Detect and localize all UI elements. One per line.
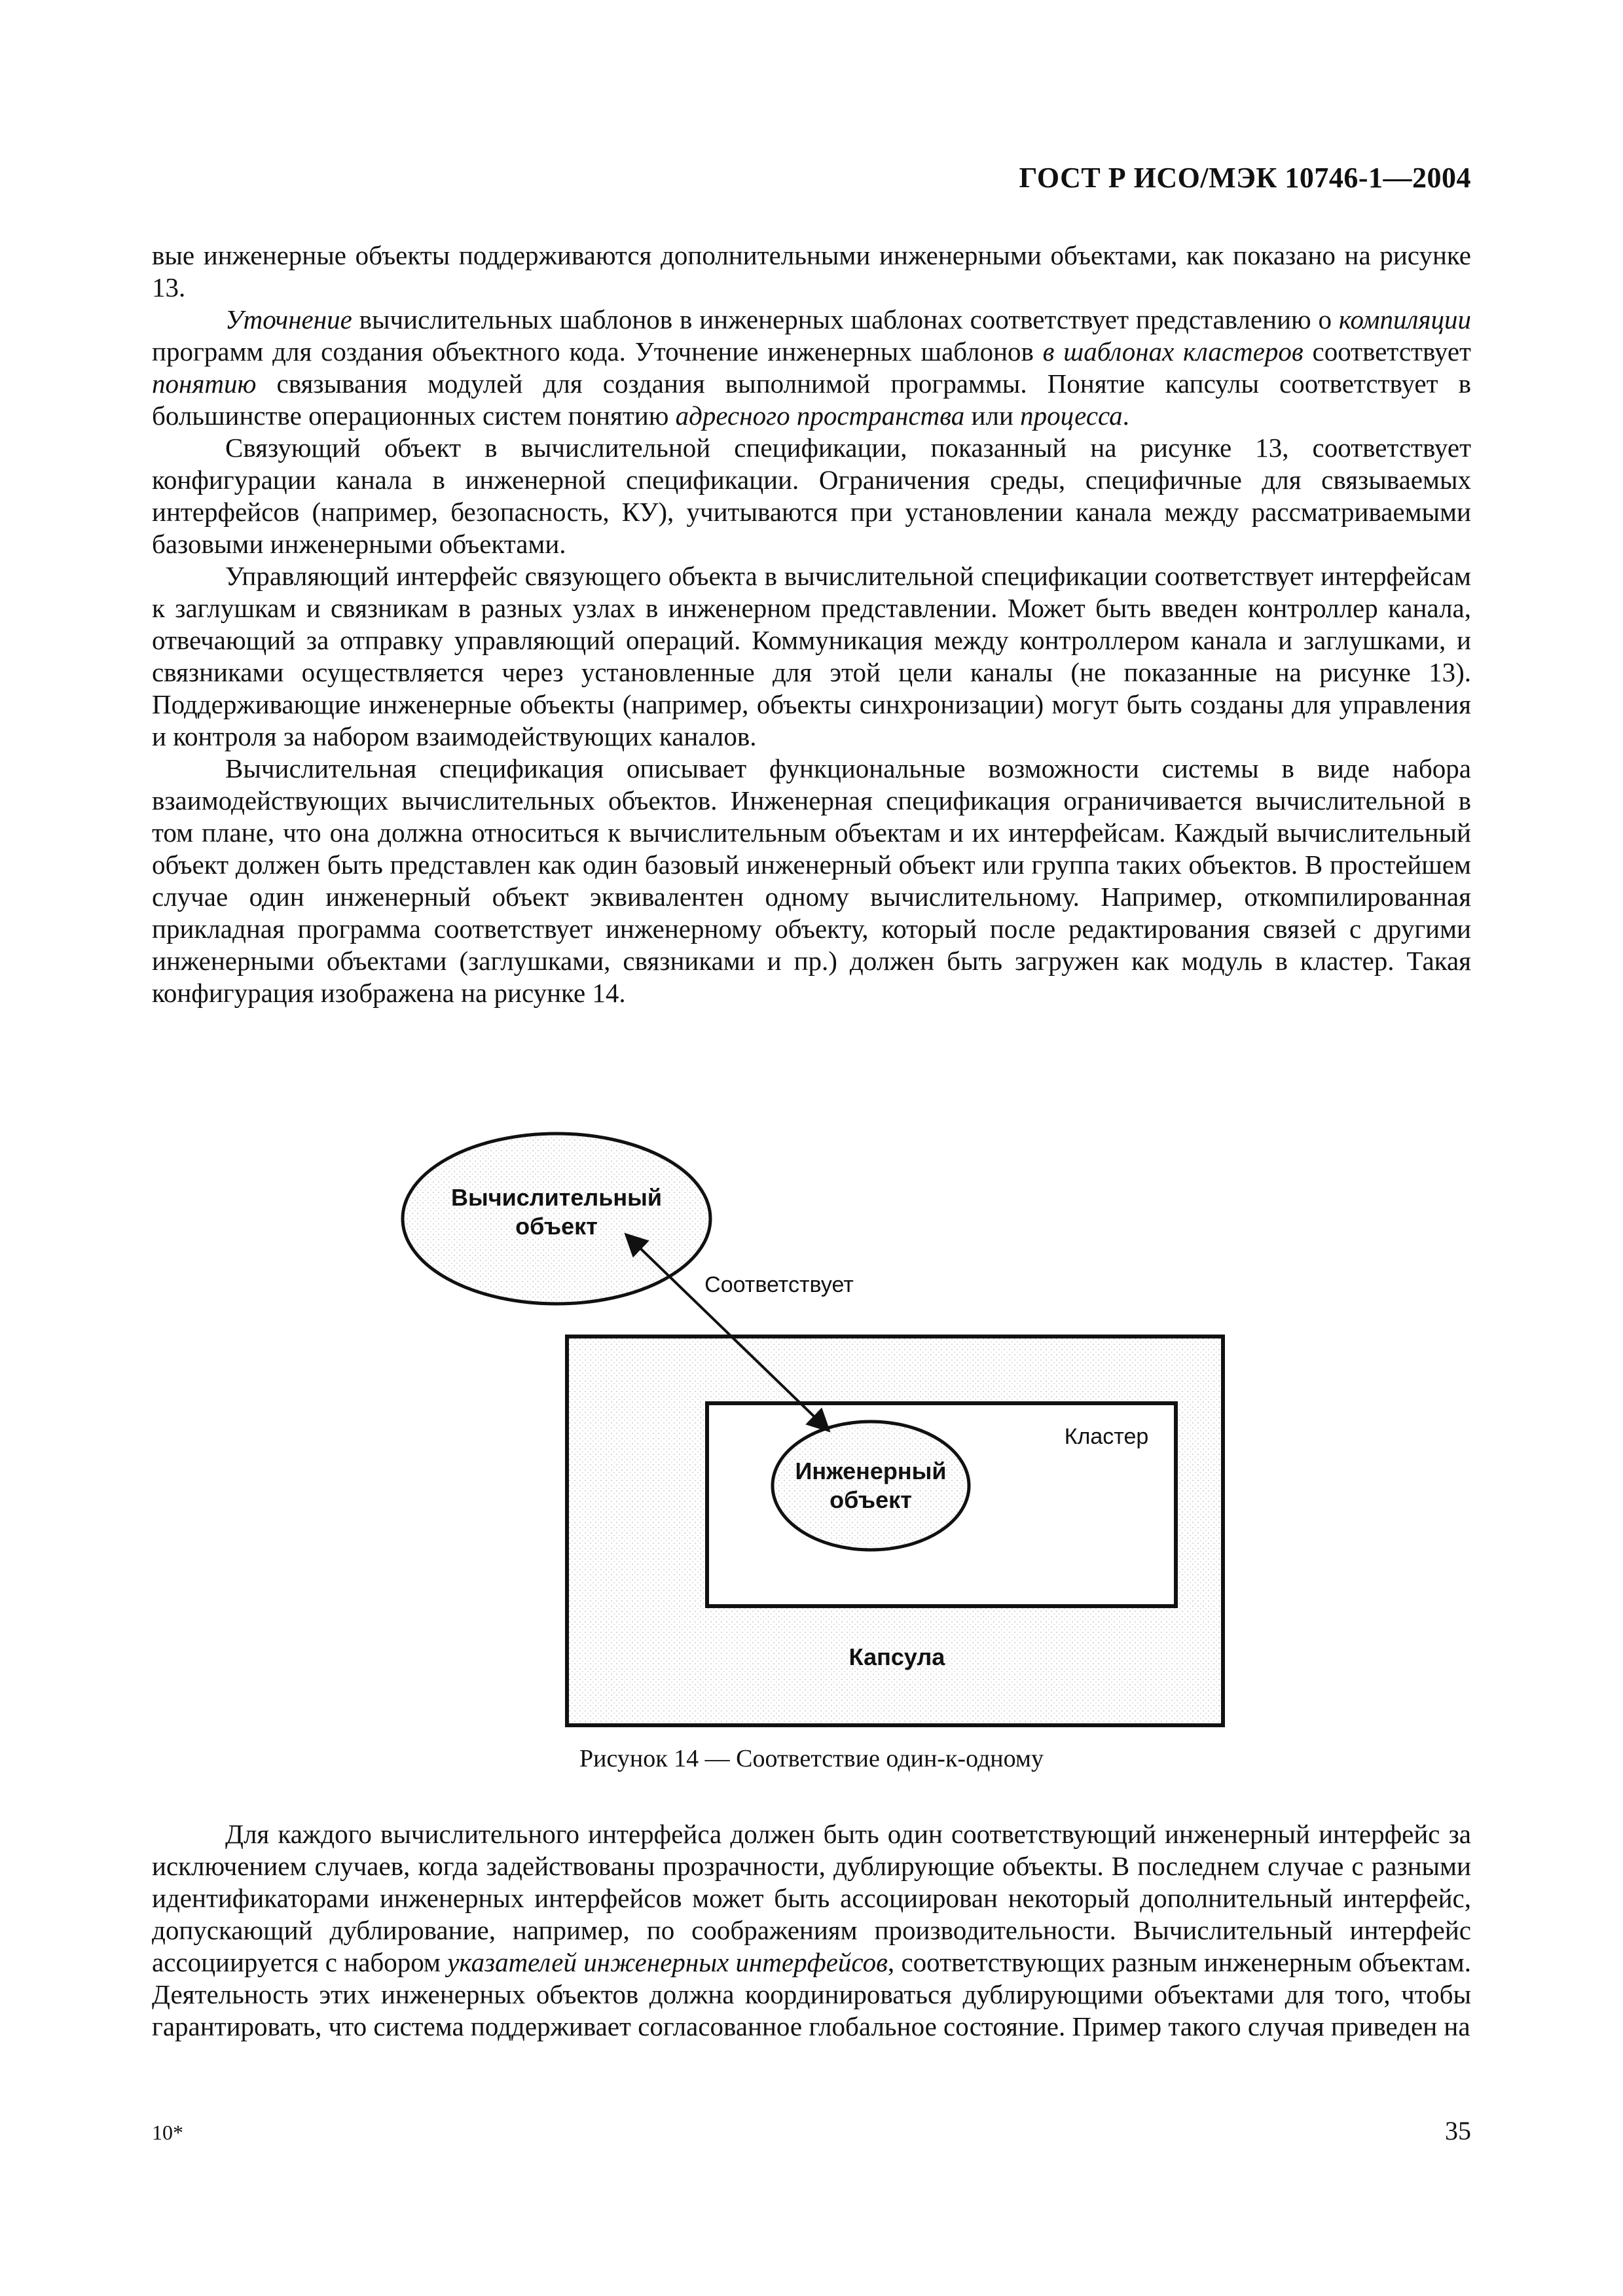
computational-object-label-line2: объект [515, 1213, 598, 1240]
engineering-object-label-line2: объект [830, 1486, 912, 1513]
text-run: . [1122, 401, 1129, 431]
italic-term: указателей инженерных интерфейсов [447, 1947, 888, 1977]
italic-term: адресного пространства [675, 401, 965, 431]
engineering-object-label [773, 1457, 969, 1515]
text-run: соответствует [1303, 336, 1471, 367]
computational-object-label [426, 1183, 687, 1241]
figure-14-diagram [380, 1113, 1244, 1741]
paragraph-5: Вычислительная спецификация описывает функциональные возможности системы в виде набора взаимодействующих вычислительных объектов. Инженерная спецификация ограничивается вычислительной в том плане, что она должна относиться к вычислительным объектам и их интерфейсам. Каждый вычислительный объект должен быть представлен как один базовый инженерный объект или группа таких объектов. В простейшем случае один инженерный объект эквивалентен одному вычислительному. Например, откомпилированная прикладная программа соответствует инженерному объекту, который после редактирования связей с другими инженерными объектами (заглушками, связниками и пр.) должен быть загружен как модуль в кластер. Такая конфигурация изображена на рисунке 14. [152, 753, 1471, 1008]
figure-caption: Рисунок 14 — Соответствие один-к-одному [579, 1745, 1044, 1772]
text-run: или [964, 401, 1021, 431]
italic-term: компиляции [1338, 304, 1471, 334]
paragraph-4: Управляющий интерфейс связующего объекта в вычислительной спецификации соответствует интерфейсам к заглушкам и связникам в разных узлах в инженерном представлении. Может быть введен контроллер канала, отвечающий за отправку управляющий операций. Коммуникация между контроллером канала и заглушками, и связниками осуществляется через установленные для этой цели каналы (не показанные на рисунке 13). Поддерживающие инженерные объекты (например, объекты синхронизации) могут быть созданы для управления и контроля за набором взаимодействующих каналов. [152, 561, 1471, 751]
paragraph-1: вые инженерные объекты поддерживаются дополнительными инженерными объектами, как показано на рисунке 13. [152, 240, 1471, 302]
corresponds-label: Соответствует [704, 1272, 854, 1297]
italic-term: понятию [152, 368, 257, 399]
text-run: связывания модулей для создания выполнимой программы. Понятие капсулы соответствует в большинстве операционных систем понятию [152, 368, 1471, 431]
body-text-top [152, 240, 1471, 1009]
paragraph-6 [152, 1818, 1471, 2043]
capsule-label: Капсула [848, 1643, 945, 1670]
document-header-title: ГОСТ Р ИСО/МЭК 10746-1—2004 [1019, 162, 1471, 194]
cluster-label: Кластер [1064, 1424, 1149, 1449]
page-number: 35 [1445, 2116, 1471, 2145]
italic-term: в шаблонах кластеров [1042, 336, 1304, 367]
text-run: программ для создания объектного кода. Уточнение инженерных шаблонов [152, 336, 1043, 367]
footer-signature-mark: 10* [152, 2121, 183, 2144]
computational-object-label-line1: Вычислительный [450, 1184, 663, 1211]
engineering-object-label-line1: Инженерный [795, 1458, 947, 1484]
paragraph-2 [152, 304, 1471, 432]
text-run: Для каждого вычислительного интерфейса должен быть один соответствующий инженерный интерфейс за исключением случаев, когда задействованы прозрачности, дублирующие объекты. В последнем случае с разными идентификаторами инженерных интерфейсов может быть ассоциирован некоторый дополнительный интерфейс, допускающий дублирование, например, по соображениям производительности. Вычислительный интерфейс ассоциируется с набором [152, 1819, 1471, 1977]
italic-term: процесса [1020, 401, 1123, 431]
body-text-bottom [152, 1818, 1471, 2043]
italic-term: Уточнение [225, 304, 352, 334]
text-run: , соответствующих разным инженерным объектам. Деятельность этих инженерных объектов должна координироваться дублирующими объектами для того, чтобы гарантировать, что система поддерживает согласованное глобальное состояние. Пример такого случая приведен на [152, 1947, 1472, 2041]
paragraph-3: Связующий объект в вычислительной спецификации, показанный на рисунке 13, соответствует конфигурации канала в инженерной спецификации. Ограничения среды, специфичные для связываемых интерфейсов (например, безопасность, КУ), учитываются при установлении канала между рассматриваемыми базовыми инженерными объектами. [152, 433, 1471, 559]
text-run: вычислительных шаблонов в инженерных шаблонах соответствует представлению о [352, 304, 1339, 334]
